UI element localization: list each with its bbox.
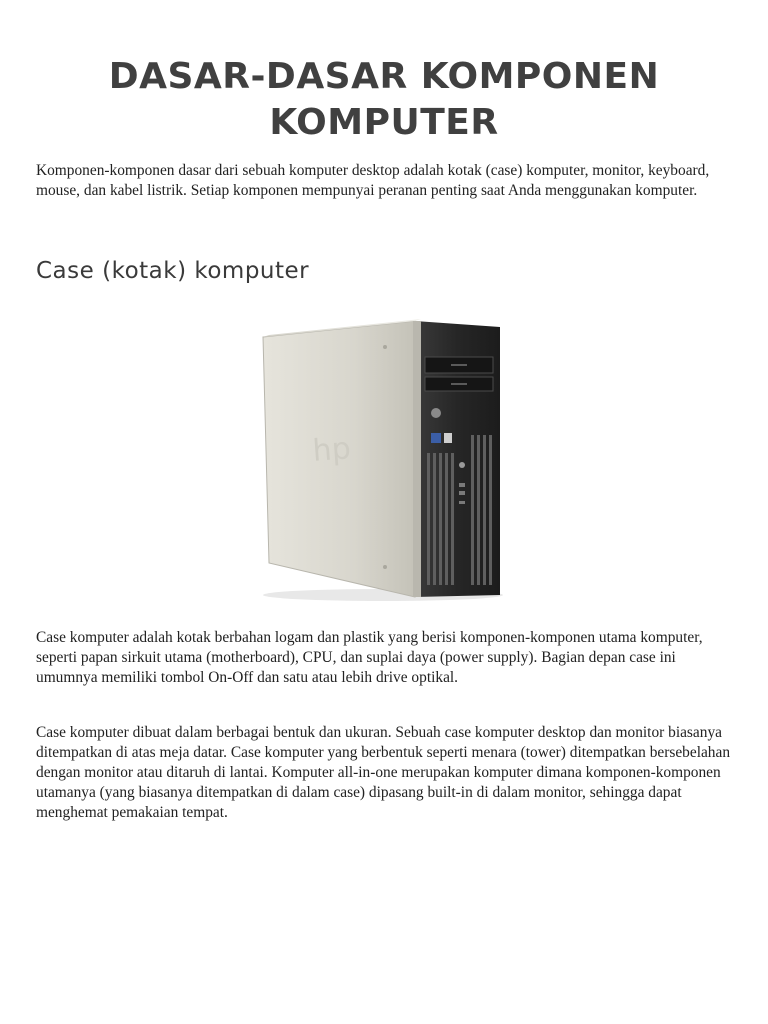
case-paragraph-1: Case komputer adalah kotak berbahan logam dan plastik yang berisi komponen-komponen utama komputer, seperti papan sirkuit utama (motherboard), CPU, dan suplai daya (power supply). Bagian depan case ini umumnya memiliki tombol On-Off dan satu atau lebih drive optikal. bbox=[36, 629, 703, 686]
intro-paragraph: Komponen-komponen dasar dari sebuah komputer desktop adalah kotak (case) komputer, monitor, keyboard, mouse, dan kabel listrik. Setiap komponen mempunyai peranan penting saat Anda menggunakan komputer. bbox=[36, 162, 710, 199]
case-paragraph-2: Case komputer dibuat dalam berbagai bentuk dan ukuran. Sebuah case komputer desktop dan monitor biasanya ditempatkan di atas meja datar. Case komputer yang berbentuk seperti menara (tower) ditempatkan bersebelahan dengan monitor atau ditaruh di lantai. Komputer all-in-one merupakan komputer dimana komponen-komponen utamanya (yang biasanya ditempatkan di dalam case) dipasang built-in di dalam monitor, sehingga dapat menghemat pemakaian tempat. bbox=[36, 724, 731, 821]
section-heading: Case (kotak) komputer bbox=[36, 258, 310, 284]
svg-text:hp: hp bbox=[311, 431, 352, 469]
page-title: DASAR-DASAR KOMPONEN KOMPUTER bbox=[108, 56, 660, 143]
brand-logo-icon bbox=[431, 408, 441, 418]
computer-case-image bbox=[255, 315, 510, 605]
power-button-icon bbox=[459, 462, 465, 468]
computer-case-drawing bbox=[255, 315, 510, 605]
